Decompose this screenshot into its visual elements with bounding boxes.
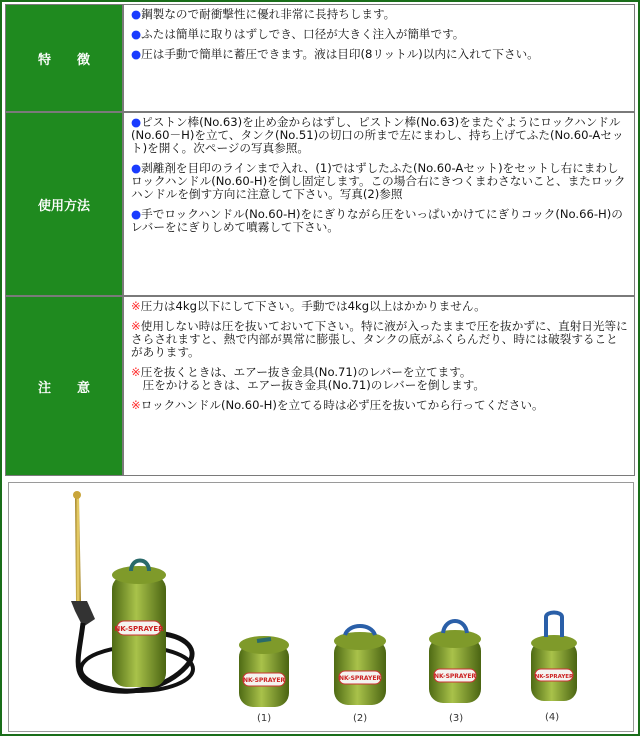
item-text: 圧は手動で簡単に蓄圧できます。液は目印(8リットル)以内に入れて下さい。: [141, 47, 539, 61]
list-item: [131, 28, 629, 41]
section-label-caution: 注 意: [5, 296, 123, 476]
tank-top: [334, 632, 386, 650]
bullet-icon: ●: [131, 115, 142, 129]
brand-label: NK-SPRAYER: [242, 677, 286, 684]
product-photo: [8, 482, 634, 732]
section-content-features: [123, 4, 635, 112]
spec-table: [5, 4, 635, 476]
section-row-caution: [5, 296, 635, 476]
brand-label: NK-SPRAYER: [534, 674, 574, 680]
photo-caption-3: (3): [449, 713, 464, 724]
step-sprayer-1: [239, 636, 289, 707]
photo-caption-2: (2): [353, 713, 368, 724]
item-text: ロックハンドル(No.60-H)を立てる時は必ず圧を抜いてから行ってください。: [140, 398, 544, 412]
main-brand-label: NK-SPRAYER: [114, 625, 164, 633]
item-text: ピストン棒(No.63)を止め金からはずし、ピストン棒(No.63)をまたぐようにロックハンドル(No.60－H)を立て、タンク(No.51)の切口の所まで左にまわし、持ち上げてふた(No.60-Aセット)を開く。次ページの写真参照。: [131, 115, 624, 155]
lock-handle: [546, 613, 562, 638]
item-text: 圧を抜くときは、エアー抜き金具(No.71)のレバーを立てます。 圧をかけるときは、エアー抜き金具(No.71)のレバーを倒します。: [140, 365, 485, 392]
list-item: [131, 366, 629, 392]
photo-caption-1: (1): [257, 713, 272, 724]
bullet-icon: ●: [131, 27, 142, 41]
brand-label: NK-SPRAYER: [433, 673, 477, 680]
step-sprayer-3: [429, 621, 481, 703]
list-item: [131, 320, 629, 359]
main-tank-top: [112, 566, 166, 584]
item-text: 手でロックハンドル(No.60-H)をにぎりながら圧をいっぱいかけてにぎりコック(No.66-H)のレバーをにぎりしめて噴霧して下さい。: [131, 207, 623, 234]
step-sprayer-4: [531, 613, 577, 702]
caution-mark-icon: ※: [131, 365, 141, 379]
list-item: [131, 116, 629, 155]
caution-mark-icon: ※: [131, 299, 141, 313]
lock-handle: [257, 639, 271, 641]
caution-mark-icon: ※: [131, 319, 141, 333]
bullet-icon: ●: [131, 7, 142, 21]
list-item: [131, 8, 629, 21]
item-text: 使用しない時は圧を抜いておいて下さい。特に液が入ったままで圧を抜かずに、直射日光等にさらされますと、熱で内部が異常に膨張し、タンクの底がふくらんだり、時には破裂することがあります。: [131, 319, 628, 359]
bullet-icon: ●: [131, 207, 142, 221]
bullet-icon: ●: [131, 47, 142, 61]
list-item: [131, 162, 629, 201]
section-content-usage: [123, 112, 635, 296]
caution-mark-icon: ※: [131, 398, 141, 412]
item-text: 剥離剤を目印のラインまで入れ、(1)ではずしたふた(No.60-Aセット)をセットし右にまわしロックハンドル(No.60-H)を倒し固定します。この場合右にきつくまわさないこと、またロックハンドルを倒す方向に注意して下さい。写真(2)参照: [131, 161, 626, 201]
list-item: [131, 300, 629, 313]
tank-top: [531, 635, 577, 651]
list-item: [131, 399, 629, 412]
step-sprayer-2: [334, 626, 386, 705]
bullet-icon: ●: [131, 161, 142, 175]
section-label-usage: 使用方法: [5, 112, 123, 296]
photo-caption-4: (4): [545, 712, 560, 723]
item-text: ふたは簡単に取りはずしでき、口径が大きく注入が簡単です。: [141, 27, 465, 41]
sprayer-illustration: [9, 483, 633, 731]
brand-label: NK-SPRAYER: [338, 675, 382, 682]
section-label-features: 特 徴: [5, 4, 123, 112]
list-item: [131, 48, 629, 61]
section-row-features: [5, 4, 635, 112]
item-text: 圧力は4kg以下にして下さい。手動では4kg以上はかかりません。: [140, 299, 486, 313]
list-item: [131, 208, 629, 234]
section-row-usage: [5, 112, 635, 296]
main-sprayer: [71, 491, 193, 691]
tank-top: [429, 630, 481, 648]
nozzle-tip: [73, 491, 81, 499]
item-text: 鋼製なので耐衝撃性に優れ非常に長持ちします。: [141, 7, 396, 21]
section-content-caution: [123, 296, 635, 476]
spray-lance: [75, 495, 81, 601]
